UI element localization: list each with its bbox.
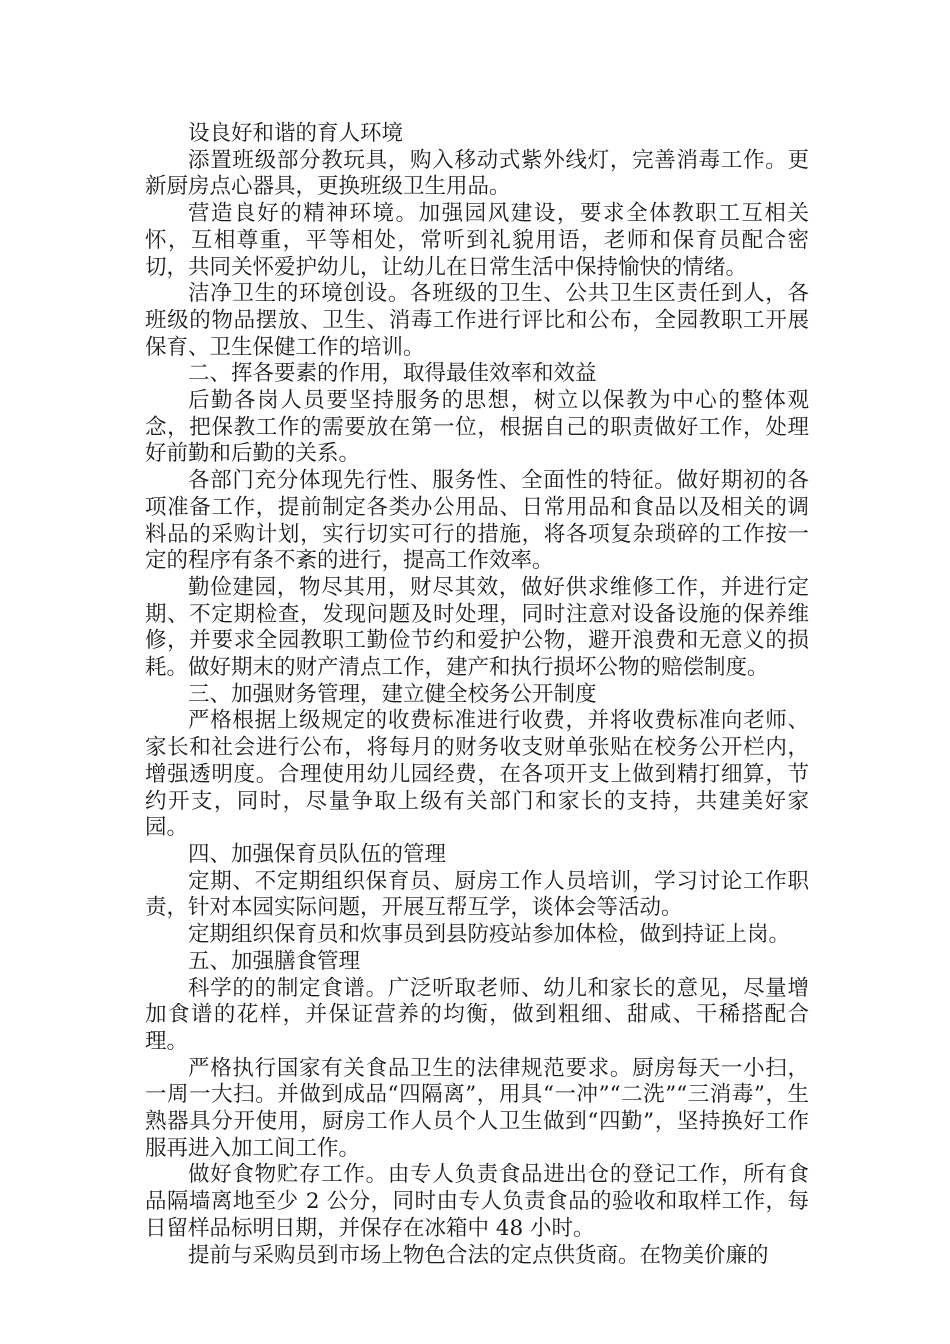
paragraph: 定期、不定期组织保育员、厨房工作人员培训，学习讨论工作职责，针对本园实际问题，开展互帮互学，谈体会等活动。 <box>145 868 809 921</box>
paragraph: 各部门充分体现先行性、服务性、全面性的特征。做好期初的各项准备工作，提前制定各类办公用品、日常用品和食品以及相关的调料品的采购计划，实行切实可行的措施，将各项复杂琐碎的工作按一定的程序有条不紊的进行，提高工作效率。 <box>145 468 809 574</box>
paragraph: 洁净卫生的环境创设。各班级的卫生、公共卫生区责任到人，各班级的物品摆放、卫生、消毒工作进行评比和公布，全园教职工开展保育、卫生保健工作的培训。 <box>145 281 809 360</box>
section-heading: 二、挥各要素的作用，取得最佳效率和效益 <box>188 361 597 387</box>
paragraph: 做好食物贮存工作。由专人负责食品进出仓的登记工作，所有食品隔墙离地至少 2 公分，同时由专人负责食品的验收和取样工作，每日留样品标明日期，并保存在冰箱中 48 小时。 <box>145 1162 809 1241</box>
paragraph: 勤俭建园，物尽其用，财尽其效，做好供求维修工作，并进行定期、不定期检查，发现问题及时处理，同时注意对设备设施的保养维修，并要求全园教职工勤俭节约和爱护公物，避开浪费和无意义的损耗。做好期末的财产清点工作，建产和执行损坏公物的赔偿制度。 <box>145 574 809 681</box>
paragraph: 后勤各岗人员要坚持服务的思想，树立以保教为中心的整体观念，把保教工作的需要放在第一位，根据自己的职责做好工作，处理好前勤和后勤的关系。 <box>145 388 809 467</box>
paragraph: 严格根据上级规定的收费标准进行收费，并将收费标准向老师、家长和社会进行公布，将每月的财务收支财单张贴在校务公开栏内，增强透明度。合理使用幼儿园经费，在各项开支上做到精打细算，节约开支，同时，尽量争取上级有关部门和家长的支持，共建美好家园。 <box>145 708 809 841</box>
paragraph: 科学的的制定食谱。广泛听取老师、幼儿和家长的意见，尽量增加食谱的花样，并保证营养的均衡，做到粗细、甜咸、干稀搭配合理。 <box>145 975 809 1054</box>
paragraph: 营造良好的精神环境。加强园风建设，要求全体教职工互相关怀，互相尊重，平等相处，常听到礼貌用语，老师和保育员配合密切，共同关怀爱护幼儿，让幼儿在日常生活中保持愉快的情绪。 <box>145 201 809 280</box>
paragraph: 添置班级部分教玩具，购入移动式紫外线灯，完善消毒工作。更新厨房点心器具，更换班级卫生用品。 <box>145 147 809 200</box>
section-heading: 三、加强财务管理，建立健全校务公开制度 <box>188 681 597 707</box>
paragraph: 定期组织保育员和炊事员到县防疫站参加体检，做到持证上岗。 <box>188 922 791 948</box>
paragraph: 设良好和谐的育人环境 <box>188 121 404 146</box>
section-heading: 五、加强膳食管理 <box>188 948 361 974</box>
document-body <box>145 121 809 1269</box>
paragraph: 严格执行国家有关食品卫生的法律规范要求。厨房每天一小扫，一周一大扫。并做到成品“四隔离”，用具“一冲”“二洗”“三消毒”，生熟器具分开使用，厨房工作人员个人卫生做到“四勤”，坚持换好工作服再进入加工间工作。 <box>145 1055 809 1161</box>
section-heading: 四、加强保育员队伍的管理 <box>188 841 447 867</box>
paragraph: 提前与采购员到市场上物色合法的定点供货商。在物美价廉的 <box>188 1242 769 1268</box>
